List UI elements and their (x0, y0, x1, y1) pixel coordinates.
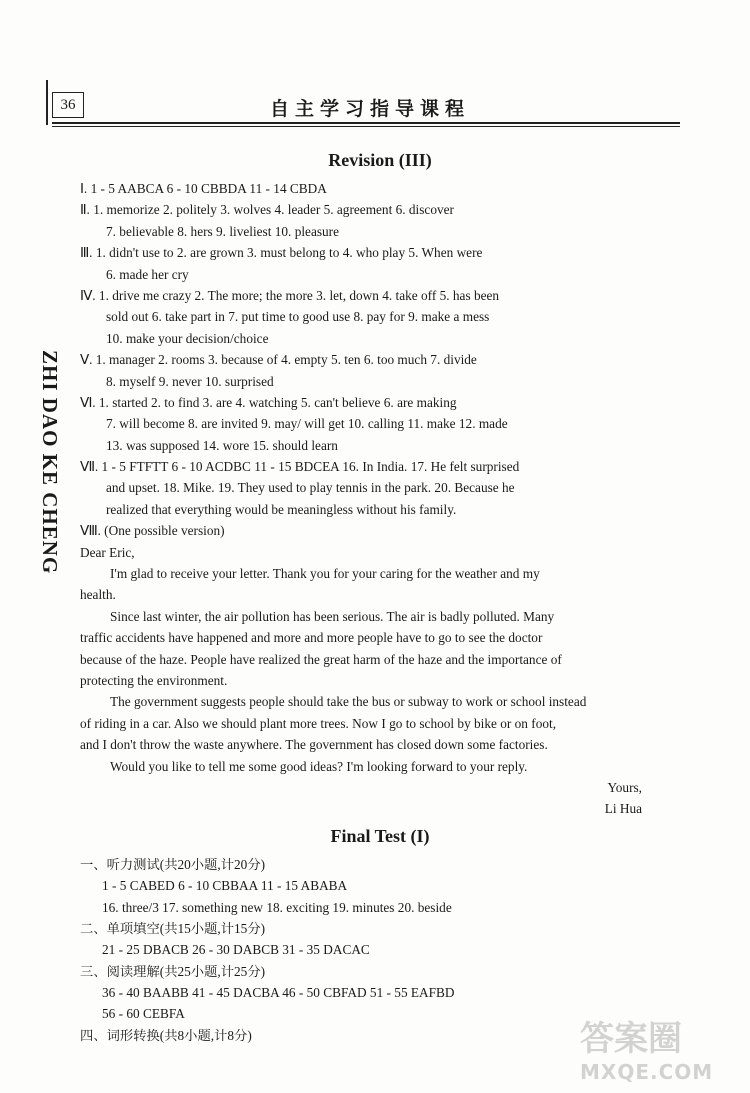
final-line-8: 56 - 60 CEBFA (102, 1006, 185, 1022)
rev-line-3: 7. believable 8. hers 9. liveliest 10. pleasure (106, 223, 339, 239)
final-line-3: 16. three/3 17. something new 18. exciting 19. minutes 20. beside (102, 899, 452, 915)
letter-line-4: traffic accidents have happened and more and more people have to go to see the doctor (80, 630, 543, 646)
letter-line-9: and I don't throw the waste anywhere. The government has closed down some factories. (80, 737, 548, 753)
rev-line-14: Ⅶ. 1 - 5 FTFTT 6 - 10 ACDBC 11 - 15 BDCEA 16. In India. 17. He felt surprised (80, 459, 520, 475)
final-line-1: 一、听力测试(共20小题,计20分) (80, 856, 266, 872)
rev-line-15: and upset. 18. Mike. 19. They used to play tennis in the park. 20. Because he (106, 480, 515, 496)
letter-closing: Yours, (607, 779, 642, 795)
rev-line-13: 13. was supposed 14. wore 15. should learn (106, 437, 338, 453)
watermark-line-1: 答案圈 (580, 1019, 682, 1059)
rev-line-9: Ⅴ. 1. manager 2. rooms 3. because of 4. empty 5. ten 6. too much 7. divide (80, 352, 477, 368)
letter-line-5: because of the haze. People have realized the great harm of the haze and the importance of (80, 651, 562, 667)
rev-line-11: Ⅵ. 1. started 2. to find 3. are 4. watching 5. can't believe 6. are making (80, 394, 457, 410)
final-line-7: 36 - 40 BAABB 41 - 45 DACBA 46 - 50 CBFAD 51 - 55 EAFBD (102, 985, 455, 1001)
rev-line-17: Ⅷ. (One possible version) (80, 523, 225, 539)
revision-title: Revision (III) (328, 150, 432, 170)
final-line-5: 21 - 25 DBACB 26 - 30 DABCB 31 - 35 DACAC (102, 942, 370, 958)
rev-line-2: Ⅱ. 1. memorize 2. politely 3. wolves 4. leader 5. agreement 6. discover (80, 202, 454, 218)
final-test-title: Final Test (I) (330, 825, 430, 846)
letter-line-1: I'm glad to receive your letter. Thank you for your caring for the weather and my (110, 566, 540, 582)
header-rule-thin (52, 126, 680, 127)
rev-line-4: Ⅲ. 1. didn't use to 2. are grown 3. must belong to 4. who play 5. When were (80, 245, 483, 261)
watermark-line-2: MXQE.COM (580, 1060, 714, 1084)
header-rule (52, 122, 680, 124)
final-line-6: 三、阅读理解(共25小题,计25分) (80, 963, 266, 979)
rev-line-16: realized that everything would be meaningless without his family. (106, 501, 457, 517)
rev-line-7: sold out 6. take part in 7. put time to good use 8. pay for 9. make a mess (106, 309, 490, 325)
letter-line-8: of riding in a car. Also we should plant more trees. Now I go to school by bike or on foot, (80, 715, 557, 731)
final-line-2: 1 - 5 CABED 6 - 10 CBBAA 11 - 15 ABABA (102, 878, 348, 894)
letter-greeting: Dear Eric, (80, 544, 135, 560)
rev-line-12: 7. will become 8. are invited 9. may/ will get 10. calling 11. make 12. made (106, 416, 508, 432)
answer-content (80, 150, 680, 1046)
rev-line-8: 10. make your decision/choice (106, 330, 269, 346)
header-left-bar (46, 80, 48, 125)
letter-line-7: The government suggests people should take the bus or subway to work or school instead (110, 694, 587, 710)
watermark-logo (580, 1011, 730, 1084)
letter-line-3: Since last winter, the air pollution has been serious. The air is badly polluted. Many (110, 608, 555, 624)
page-number: 36 (52, 92, 84, 118)
rev-line-6: Ⅳ. 1. drive me crazy 2. The more; the more 3. let, down 4. take off 5. has been (80, 287, 500, 303)
final-line-4: 二、单项填空(共15小题,计15分) (80, 920, 266, 936)
rev-line-1: Ⅰ. 1 - 5 AABCA 6 - 10 CBBDA 11 - 14 CBDA (80, 181, 327, 196)
rev-line-10: 8. myself 9. never 10. surprised (106, 373, 274, 389)
final-line-9: 四、词形转换(共8小题,计8分) (80, 1027, 252, 1043)
letter-line-6: protecting the environment. (80, 672, 228, 688)
letter-line-10: Would you like to tell me some good ideas? I'm looking forward to your reply. (110, 758, 528, 774)
header-title: 自主学习指导课程 (270, 98, 471, 120)
rev-line-5: 6. made her cry (106, 266, 189, 282)
letter-line-2: health. (80, 587, 116, 603)
side-vertical-text: ZHI DAO KE CHENG (38, 350, 62, 575)
letter-signature: Li Hua (604, 801, 642, 817)
